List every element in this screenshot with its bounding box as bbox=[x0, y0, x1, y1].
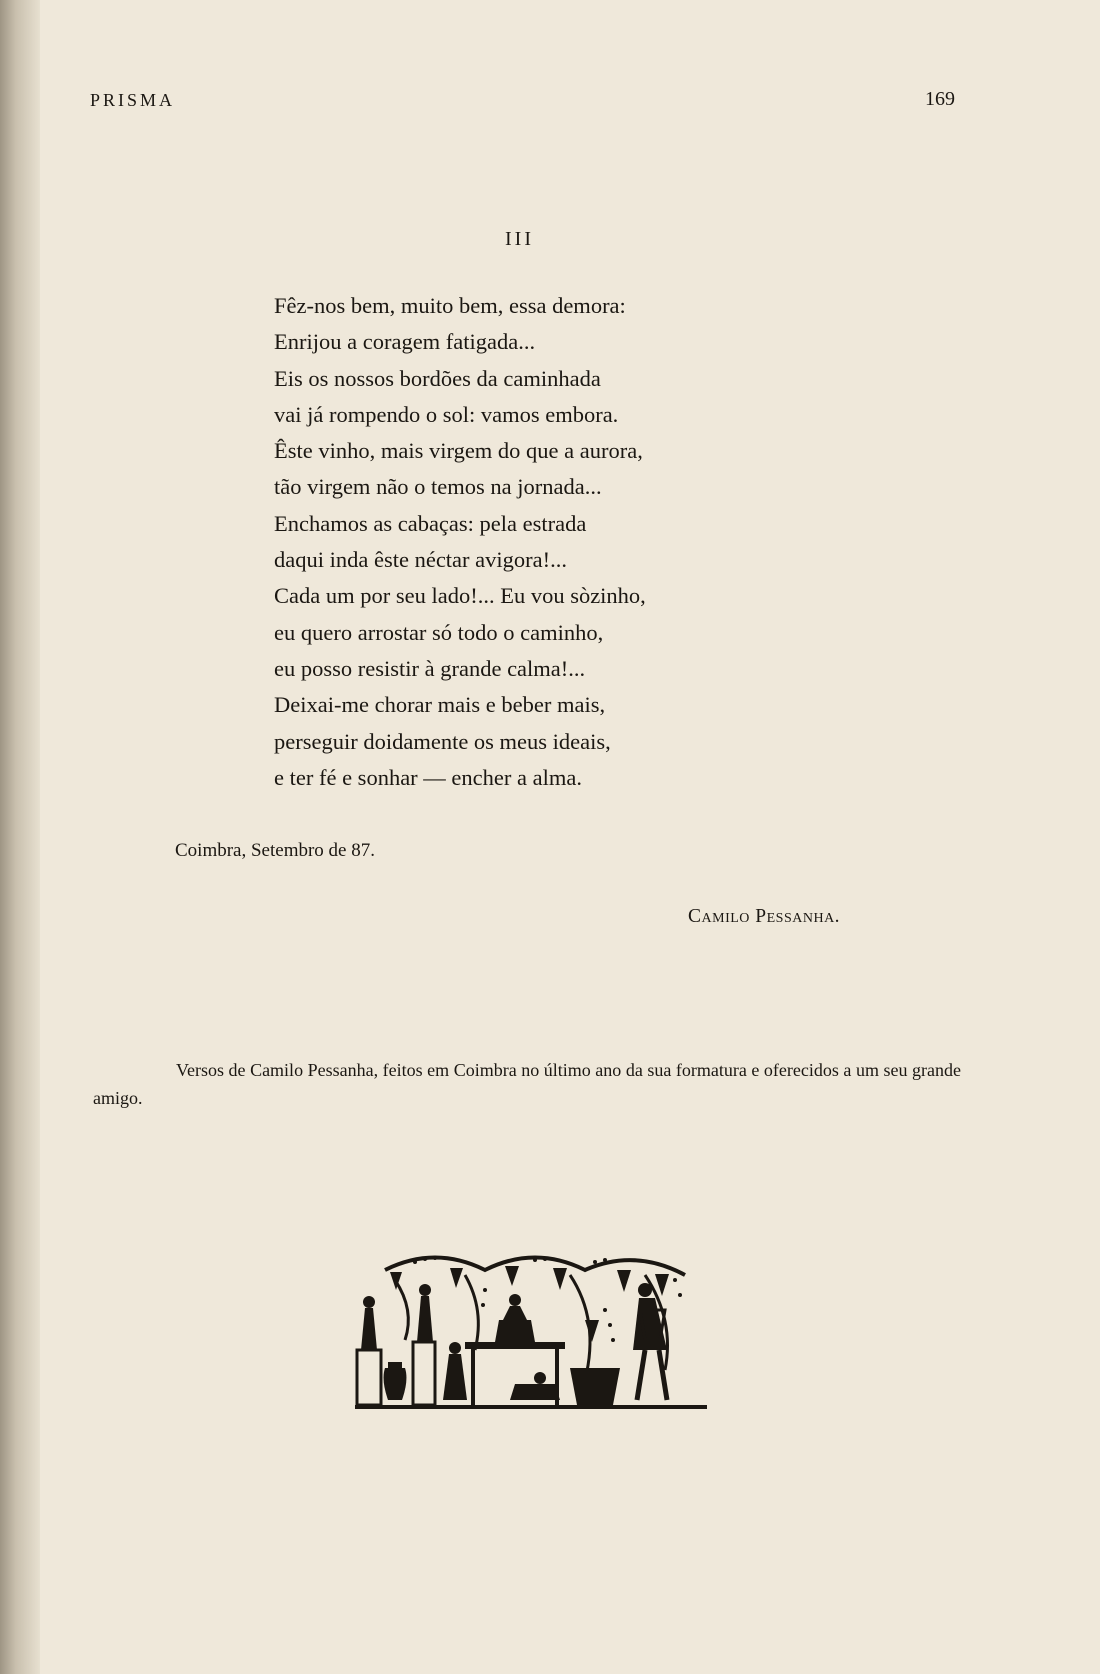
page-spine-shadow bbox=[0, 0, 40, 1674]
poem-stanza bbox=[274, 288, 646, 796]
poem-line: Êste vinho, mais virgem do que a aurora, bbox=[274, 438, 643, 464]
poem-line: e ter fé e sonhar — encher a alma. bbox=[274, 764, 582, 790]
poem-place-date: Coimbra, Setembro de 87. bbox=[175, 840, 375, 861]
poem-line: Enrijou a coragem fatigada... bbox=[274, 329, 536, 355]
poem-line: Deixai-me chorar mais e beber mais, bbox=[274, 692, 606, 718]
page-number: 169 bbox=[925, 88, 955, 110]
poem-line: perseguir doidamente os meus ideais, bbox=[274, 728, 611, 754]
poem-line: Enchamos as cabaças: pela estrada bbox=[274, 510, 587, 536]
author-signature: Camilo Pessanha. bbox=[688, 906, 841, 927]
poem-line: Cada um por seu lado!... Eu vou sòzinho, bbox=[274, 583, 646, 609]
poem-line: eu quero arrostar só todo o caminho, bbox=[274, 619, 604, 645]
poem-line: daqui inda êste néctar avigora!... bbox=[274, 547, 567, 573]
poem-line: vai já rompendo o sol: vamos embora. bbox=[274, 401, 619, 427]
poem-line: Fêz-nos bem, muito bem, essa demora: bbox=[274, 293, 626, 318]
running-head: PRISMA bbox=[90, 90, 176, 110]
poem-line: Eis os nossos bordões da caminhada bbox=[274, 365, 601, 391]
poem-line: eu posso resistir à grande calma!... bbox=[274, 655, 586, 681]
poem-section-numeral: III bbox=[505, 228, 534, 250]
grape-harvest-vignette-icon bbox=[355, 1250, 707, 1410]
editorial-note: Versos de Camilo Pessanha, feitos em Coimbra no último ano da sua formatura e oferecidos a um seu grande amigo. bbox=[93, 1060, 961, 1108]
poem-line: tão virgem não o temos na jornada... bbox=[274, 474, 602, 500]
